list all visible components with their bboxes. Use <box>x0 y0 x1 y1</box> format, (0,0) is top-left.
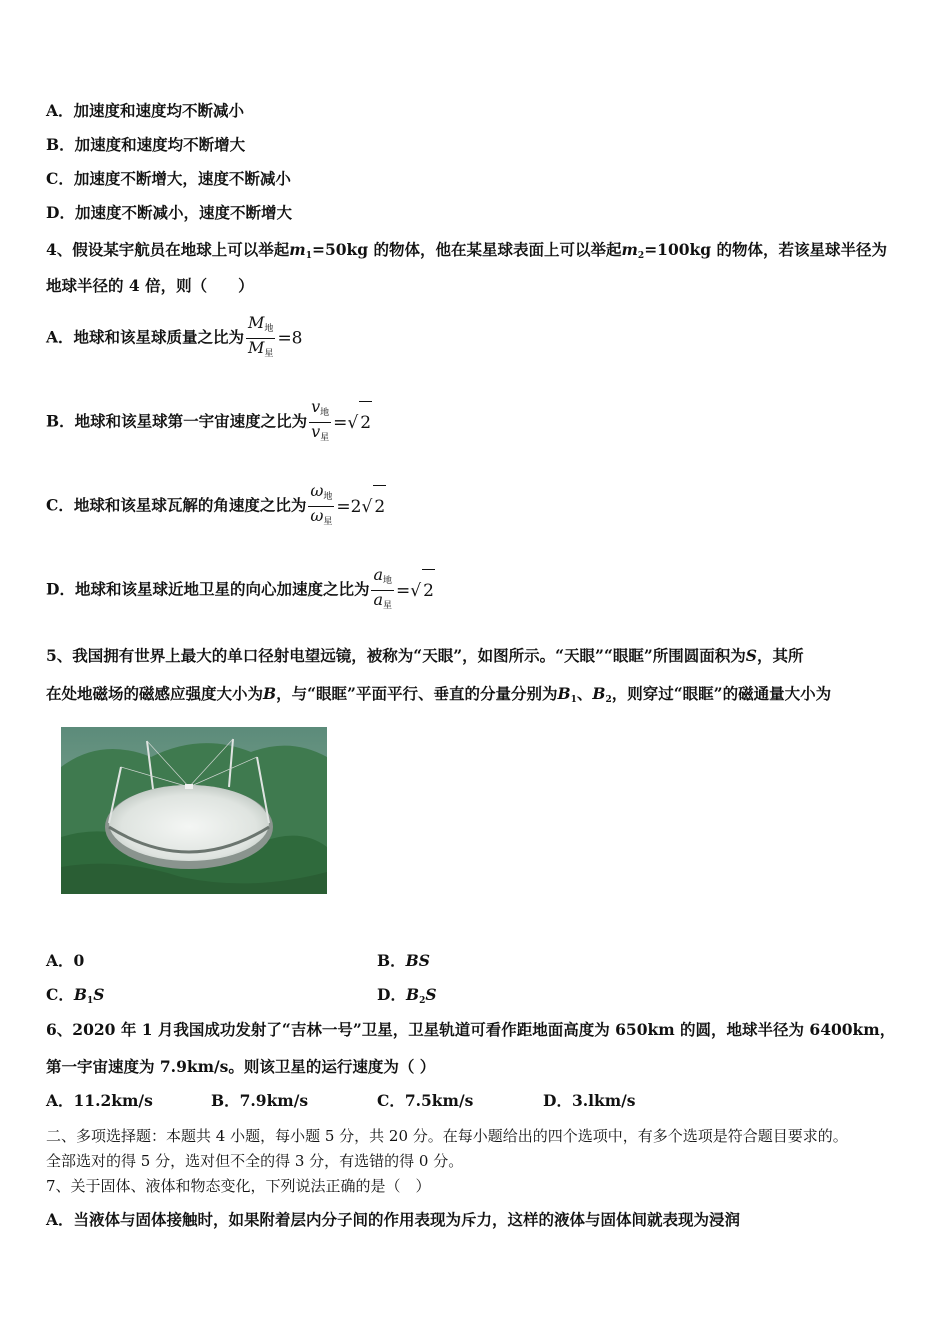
velocity-ratio-fraction: $\frac{v_地}{v_星}$ <box>311 397 330 443</box>
q5-option-d: D．$B_2S$ <box>377 985 437 1006</box>
angular-velocity-ratio-fraction: $\frac{\omega_地}{\omega_星}$ <box>310 481 333 527</box>
mass-ratio-fraction: $\frac{M_地}{M_星}$ <box>248 313 274 359</box>
q5-option-b: B．BS <box>377 951 430 970</box>
q4-stem-line1: 4、假设某宇航员在地球上可以举起$m_1=50kg$ 的物体，他在某星球表面上可以举起$m_2=100kg$ 的物体，若该星球半径为 <box>46 240 888 261</box>
q4-option-c: C．地球和该星球瓦解的角速度之比为 $\frac{\omega_地}{\omega_星}$ =2√ 2 <box>46 482 386 531</box>
q6-stem-line2: 第一宇宙速度为 7.9km/s。则该卫星的运行速度为（ ） <box>46 1057 436 1076</box>
q3-option-a: A．加速度和速度均不断减小 <box>46 101 245 120</box>
acceleration-ratio-fraction: $\frac{a_地}{a_星}$ <box>373 565 393 611</box>
q3-option-d: D．加速度不断减小，速度不断增大 <box>46 203 292 222</box>
q5-option-a: A．0 <box>46 951 85 970</box>
q6-option-b: B．7.9km/s <box>211 1091 309 1110</box>
q5-stem-line2: 在处地磁场的磁感应强度大小为B，与“眼眶”平面平行、垂直的分量分别为$B_1$、$B_2$，则穿过“眼眶”的磁通量大小为 <box>46 684 832 705</box>
q4-stem-line2: 地球半径的 4 倍，则（ ） <box>46 276 254 295</box>
q5-stem-line1: 5、我国拥有世界上最大的单口径射电望远镜，被称为“天眼”，如图所示。“天眼”“眼眶”所围圆面积为S，其所 <box>46 646 804 665</box>
q4-option-b: B．地球和该星球第一宇宙速度之比为 $\frac{v_地}{v_星}$ =√ 2 <box>46 398 372 447</box>
q3-option-b: B．加速度和速度均不断增大 <box>46 135 246 154</box>
q4-option-a: A．地球和该星球质量之比为 $\frac{M_地}{M_星}$ =8 <box>46 314 303 363</box>
q6-stem-line1: 6、2020 年 1 月我国成功发射了“吉林一号”卫星，卫星轨道可看作距地面高度为 650km 的圆，地球半径为 6400km， <box>46 1020 896 1039</box>
q6-option-c: C．7.5km/s <box>377 1091 474 1110</box>
q4-option-d: D．地球和该星球近地卫星的向心加速度之比为 $\frac{a_地}{a_星}$ =√ 2 <box>46 566 435 615</box>
q6-option-d: D．3.lkm/s <box>543 1091 636 1110</box>
section2-instructions-line1: 二、多项选择题：本题共 4 小题，每小题 5 分，共 20 分。在每小题给出的四个选项中，有多个选项是符合题目要求的。 <box>46 1127 848 1145</box>
q7-option-a: A．当液体与固体接触时，如果附着层内分子间的作用表现为斥力，这样的液体与固体间就表现为浸润 <box>46 1210 741 1229</box>
q5-option-c: C．$B_1S$ <box>46 985 105 1006</box>
section2-instructions-line2: 全部选对的得 5 分，选对但不全的得 3 分，有选错的得 0 分。 <box>46 1152 464 1170</box>
fast-telescope-image <box>61 727 327 894</box>
telescope-illustration <box>61 727 327 894</box>
q6-option-a: A．11.2km/s <box>46 1091 153 1110</box>
q3-option-c: C．加速度不断增大，速度不断减小 <box>46 169 291 188</box>
q7-stem: 7、关于固体、液体和物态变化，下列说法正确的是（ ） <box>46 1177 431 1195</box>
